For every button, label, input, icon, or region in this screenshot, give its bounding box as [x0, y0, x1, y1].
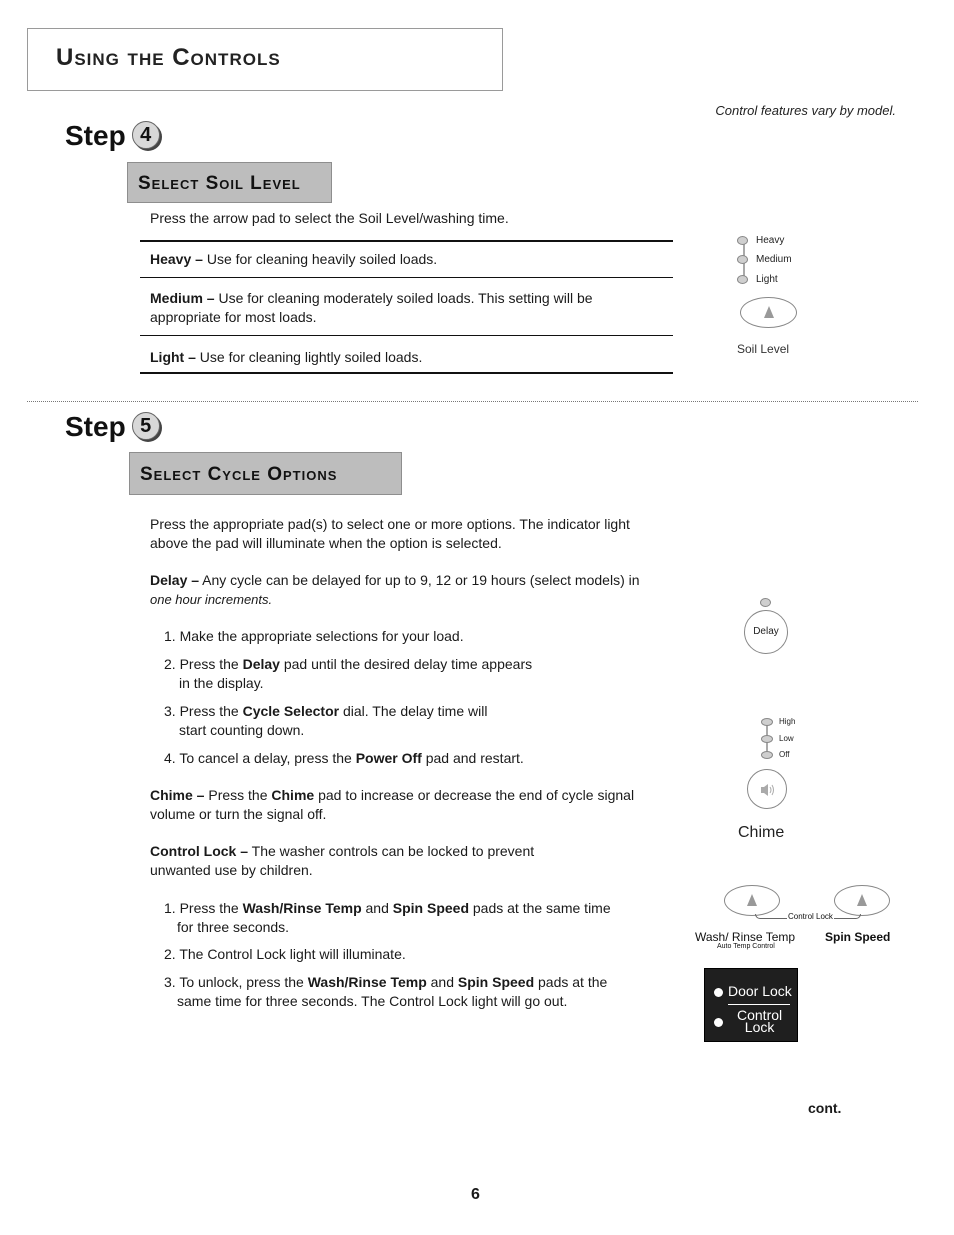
control-lock-indicator — [714, 1018, 723, 1027]
arrow-up-icon — [764, 306, 774, 318]
delay-step-text: dial. The delay time will — [339, 703, 488, 719]
lock-step-text: and — [361, 900, 393, 916]
soil-row-medium — [150, 289, 650, 327]
table-rule — [140, 277, 673, 278]
delay-step-text: 4. To cancel a delay, press the — [164, 750, 356, 766]
delay-pad-label: Delay — [753, 626, 779, 637]
soil-level-arrow-pad[interactable] — [740, 297, 797, 328]
page-title: Using the Controls — [56, 44, 281, 71]
delay-step-1 — [164, 627, 464, 646]
delay-step-3 — [164, 702, 487, 740]
lock-step-text: pads at the same time — [469, 900, 611, 916]
delay-step-text: 2. Press the — [164, 656, 243, 672]
chime-bold: Chime — [271, 787, 315, 803]
delay-step-2 — [164, 655, 532, 693]
step5-intro: Press the appropriate pad(s) to select one or more options. The indicator light above the pad will illuminate when the option is selected. — [150, 516, 630, 551]
chime-pad[interactable] — [747, 769, 787, 809]
speaker-icon — [760, 783, 776, 797]
soil-level-caption: Soil Level — [737, 342, 790, 356]
term-light: Light – — [150, 349, 196, 365]
step-4-heading — [65, 120, 160, 152]
delay-step-bold: Cycle Selector — [242, 703, 340, 719]
wash-rinse-temp-pad[interactable] — [724, 885, 780, 916]
lock-step-bold: Wash/Rinse Temp — [242, 900, 362, 916]
chime-caption: Chime — [738, 824, 785, 841]
control-lock-desc: The washer controls can be locked to prevent — [248, 843, 535, 859]
lock-step-text: 3. To unlock, press the — [164, 974, 308, 990]
lock-step-bold: Spin Speed — [457, 974, 535, 990]
desc-light: Use for cleaning lightly soiled loads. — [195, 349, 423, 365]
delay-step-text: pad until the desired delay time appears — [279, 656, 533, 672]
soil-row-heavy — [150, 250, 650, 269]
lock-indicator-panel — [704, 968, 798, 1042]
section-title-cycle-options: Select Cycle Options — [129, 452, 402, 495]
connector-label: Control Lock — [788, 912, 833, 921]
arrow-up-icon — [857, 894, 867, 906]
desc-heavy: Use for cleaning heavily soiled loads. — [202, 251, 438, 267]
step4-intro: Press the arrow pad to select the Soil Level/washing time. — [150, 210, 509, 226]
led-high — [761, 718, 773, 726]
lock-step-text: pads at the — [534, 974, 608, 990]
label-light: Light — [756, 274, 778, 285]
page-number: 6 — [471, 1186, 480, 1203]
step-number-badge: 5 — [132, 412, 160, 440]
spin-speed-pad[interactable] — [834, 885, 890, 916]
panel-divider — [728, 1004, 790, 1005]
led-off — [761, 751, 773, 759]
led-delay — [760, 598, 771, 607]
control-lock-label — [737, 1009, 782, 1033]
lock-step-1 — [164, 899, 664, 937]
step-label: Step — [65, 411, 126, 442]
chime-desc: Press the — [204, 787, 272, 803]
lock-step-text: same time for three seconds. The Control Lock light will go out. — [177, 993, 568, 1009]
table-rule — [140, 240, 673, 242]
delay-pad[interactable] — [744, 610, 788, 654]
label-off: Off — [779, 750, 790, 759]
delay-step-text: pad and restart. — [421, 750, 524, 766]
delay-step-text: 3. Press the — [164, 703, 243, 719]
label-medium: Medium — [756, 254, 792, 265]
led-medium — [737, 255, 748, 264]
auto-temp-label: Auto Temp Control — [717, 943, 775, 950]
lock-step-text: for three seconds. — [177, 919, 290, 935]
control-lock-paragraph — [150, 842, 650, 880]
step-number-badge: 4 — [132, 121, 160, 149]
spin-speed-label: Spin Speed — [825, 930, 891, 944]
delay-step-text: in the display. — [179, 675, 264, 691]
term-medium: Medium – — [150, 290, 215, 306]
term-heavy: Heavy – — [150, 251, 203, 267]
wash-rinse-label: Wash/ Rinse Temp — [695, 930, 796, 944]
section-title-soil-level: Select Soil Level — [127, 162, 332, 203]
term-control-lock: Control Lock – — [150, 843, 249, 859]
delay-paragraph — [150, 571, 670, 609]
continued-label: cont. — [808, 1100, 842, 1116]
label-heavy: Heavy — [756, 235, 785, 246]
desc-medium: Use for cleaning moderately soiled loads. This setting will be appropriate for most loads. — [150, 290, 593, 325]
arrow-up-icon — [747, 894, 757, 906]
delay-step-text: 1. Make the appropriate selections for your load. — [164, 628, 464, 644]
lock-step-text: 2. The Control Lock light will illuminate. — [164, 946, 406, 962]
label-low: Low — [779, 734, 794, 743]
delay-step-text: start counting down. — [179, 722, 305, 738]
model-note: Control features vary by model. — [715, 103, 896, 118]
chime-desc: pad to increase or decrease the end of cycle signal — [314, 787, 635, 803]
lock-step-3 — [164, 973, 664, 1011]
chime-desc: volume or turn the signal off. — [150, 806, 327, 822]
section-divider — [27, 401, 918, 402]
term-delay: Delay – — [150, 572, 200, 588]
control-lock-desc: unwanted use by children. — [150, 862, 313, 878]
lock-step-text: and — [426, 974, 458, 990]
chime-paragraph — [150, 786, 670, 824]
step-label: Step — [65, 120, 126, 151]
led-heavy — [737, 236, 748, 245]
control-lock-label-line: Lock — [744, 1019, 775, 1035]
table-rule — [140, 335, 673, 336]
lock-step-bold: Wash/Rinse Temp — [307, 974, 427, 990]
led-light — [737, 275, 748, 284]
label-high: High — [779, 717, 796, 726]
table-rule — [140, 372, 673, 374]
lock-step-text: 1. Press the — [164, 900, 243, 916]
delay-desc-italic: one hour increments. — [150, 592, 273, 607]
lock-step-2 — [164, 945, 406, 964]
delay-step-4 — [164, 749, 524, 768]
step-5-heading — [65, 411, 160, 443]
delay-step-bold: Delay — [242, 656, 280, 672]
door-lock-indicator — [714, 988, 723, 997]
led-low — [761, 735, 773, 743]
lock-step-bold: Spin Speed — [392, 900, 469, 916]
delay-desc: Any cycle can be delayed for up to 9, 12 or 19 hours (select models) in — [199, 572, 640, 588]
term-chime: Chime – — [150, 787, 205, 803]
door-lock-label: Door Lock — [728, 983, 792, 999]
soil-row-light — [150, 348, 650, 367]
control-lock-label-line: Control — [737, 1007, 783, 1023]
delay-step-bold: Power Off — [355, 750, 422, 766]
